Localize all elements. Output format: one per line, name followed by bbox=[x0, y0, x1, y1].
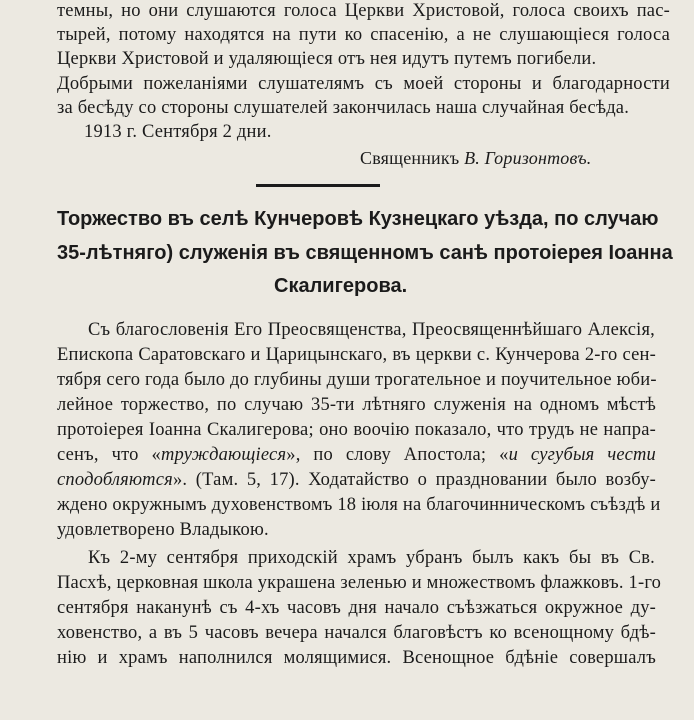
text-line: темны, но они слушаются голоса Церкви Христовой, голоса своихъ пас- bbox=[57, 1, 670, 21]
text-line: за бесѣду со стороны слушателей закончилась наша случайная бесѣда. bbox=[57, 98, 630, 118]
article-title-line: Скалигерова. bbox=[274, 275, 408, 297]
text-line: тября сего года было до глубины души трогательное и поучительное юби- bbox=[57, 370, 657, 390]
text-line: Пасхѣ, церковная школа украшена зеленью и множествомъ флажковъ. 1-го bbox=[57, 573, 662, 593]
text-line: нію и храмъ наполнился молящимися. Всенощное бдѣніе совершалъ bbox=[57, 648, 656, 668]
text-line: лейное торжество, по случаю 35-ти лѣтняго служенія на одномъ мѣстѣ bbox=[57, 395, 656, 415]
text-line: ждено окружнымъ духовенствомъ 18 іюля на благочинническомъ съѣздѣ и bbox=[57, 495, 661, 515]
text-line: протоіерея Іоанна Скалигерова; оно воочію показало, что трудъ не напра- bbox=[57, 420, 656, 440]
date-line: 1913 г. Сентября 2 дни. bbox=[84, 122, 272, 142]
signature bbox=[360, 147, 592, 169]
text-line: ховенство, а въ 5 часовъ вечера начался благовѣстъ ко всенощному бдѣ- bbox=[57, 623, 656, 643]
text-line: сентября наканунѣ съ 4-хъ часовъ дня начало съѣзжаться окружное ду- bbox=[57, 598, 656, 618]
text-line: Къ 2-му сентября приходскій храмъ убранъ былъ какъ бы въ Св. bbox=[88, 548, 655, 568]
article-title-line: 35-лѣтняго) служенія въ священномъ санѣ протоіерея Іоанна bbox=[57, 242, 673, 264]
text-line: сенъ, что «труждающіеся», по слову Апостола; «и сугубыя чести bbox=[57, 445, 656, 465]
signature-title: Священникъ bbox=[360, 148, 460, 168]
text-line: Добрыми пожеланіями слушателямъ съ моей стороны и благодарности bbox=[57, 74, 670, 94]
text-line: Епископа Саратовскаго и Царицынскаго, въ церкви с. Кунчерова 2-го сен- bbox=[57, 345, 656, 365]
text-line: Церкви Христовой и удаляющіеся отъ нея идутъ путемъ погибели. bbox=[57, 49, 597, 69]
article-title-line: Торжество въ селѣ Кунчеровѣ Кузнецкаго уѣзда, по случаю bbox=[57, 208, 659, 230]
section-divider bbox=[256, 184, 380, 187]
text-line: удовлетворено Владыкою. bbox=[57, 520, 269, 540]
signature-name: В. Горизонтовъ. bbox=[464, 148, 592, 168]
text-line: сподобляются». (Там. 5, 17). Ходатайство о праздновании было возбу- bbox=[57, 470, 656, 490]
text-line: Съ благословенія Его Преосвященства, Преосвященнѣйшаго Алексія, bbox=[88, 320, 655, 340]
text-line: тырей, потому находятся на пути ко спасенію, а не слушающіеся голоса bbox=[57, 25, 670, 45]
